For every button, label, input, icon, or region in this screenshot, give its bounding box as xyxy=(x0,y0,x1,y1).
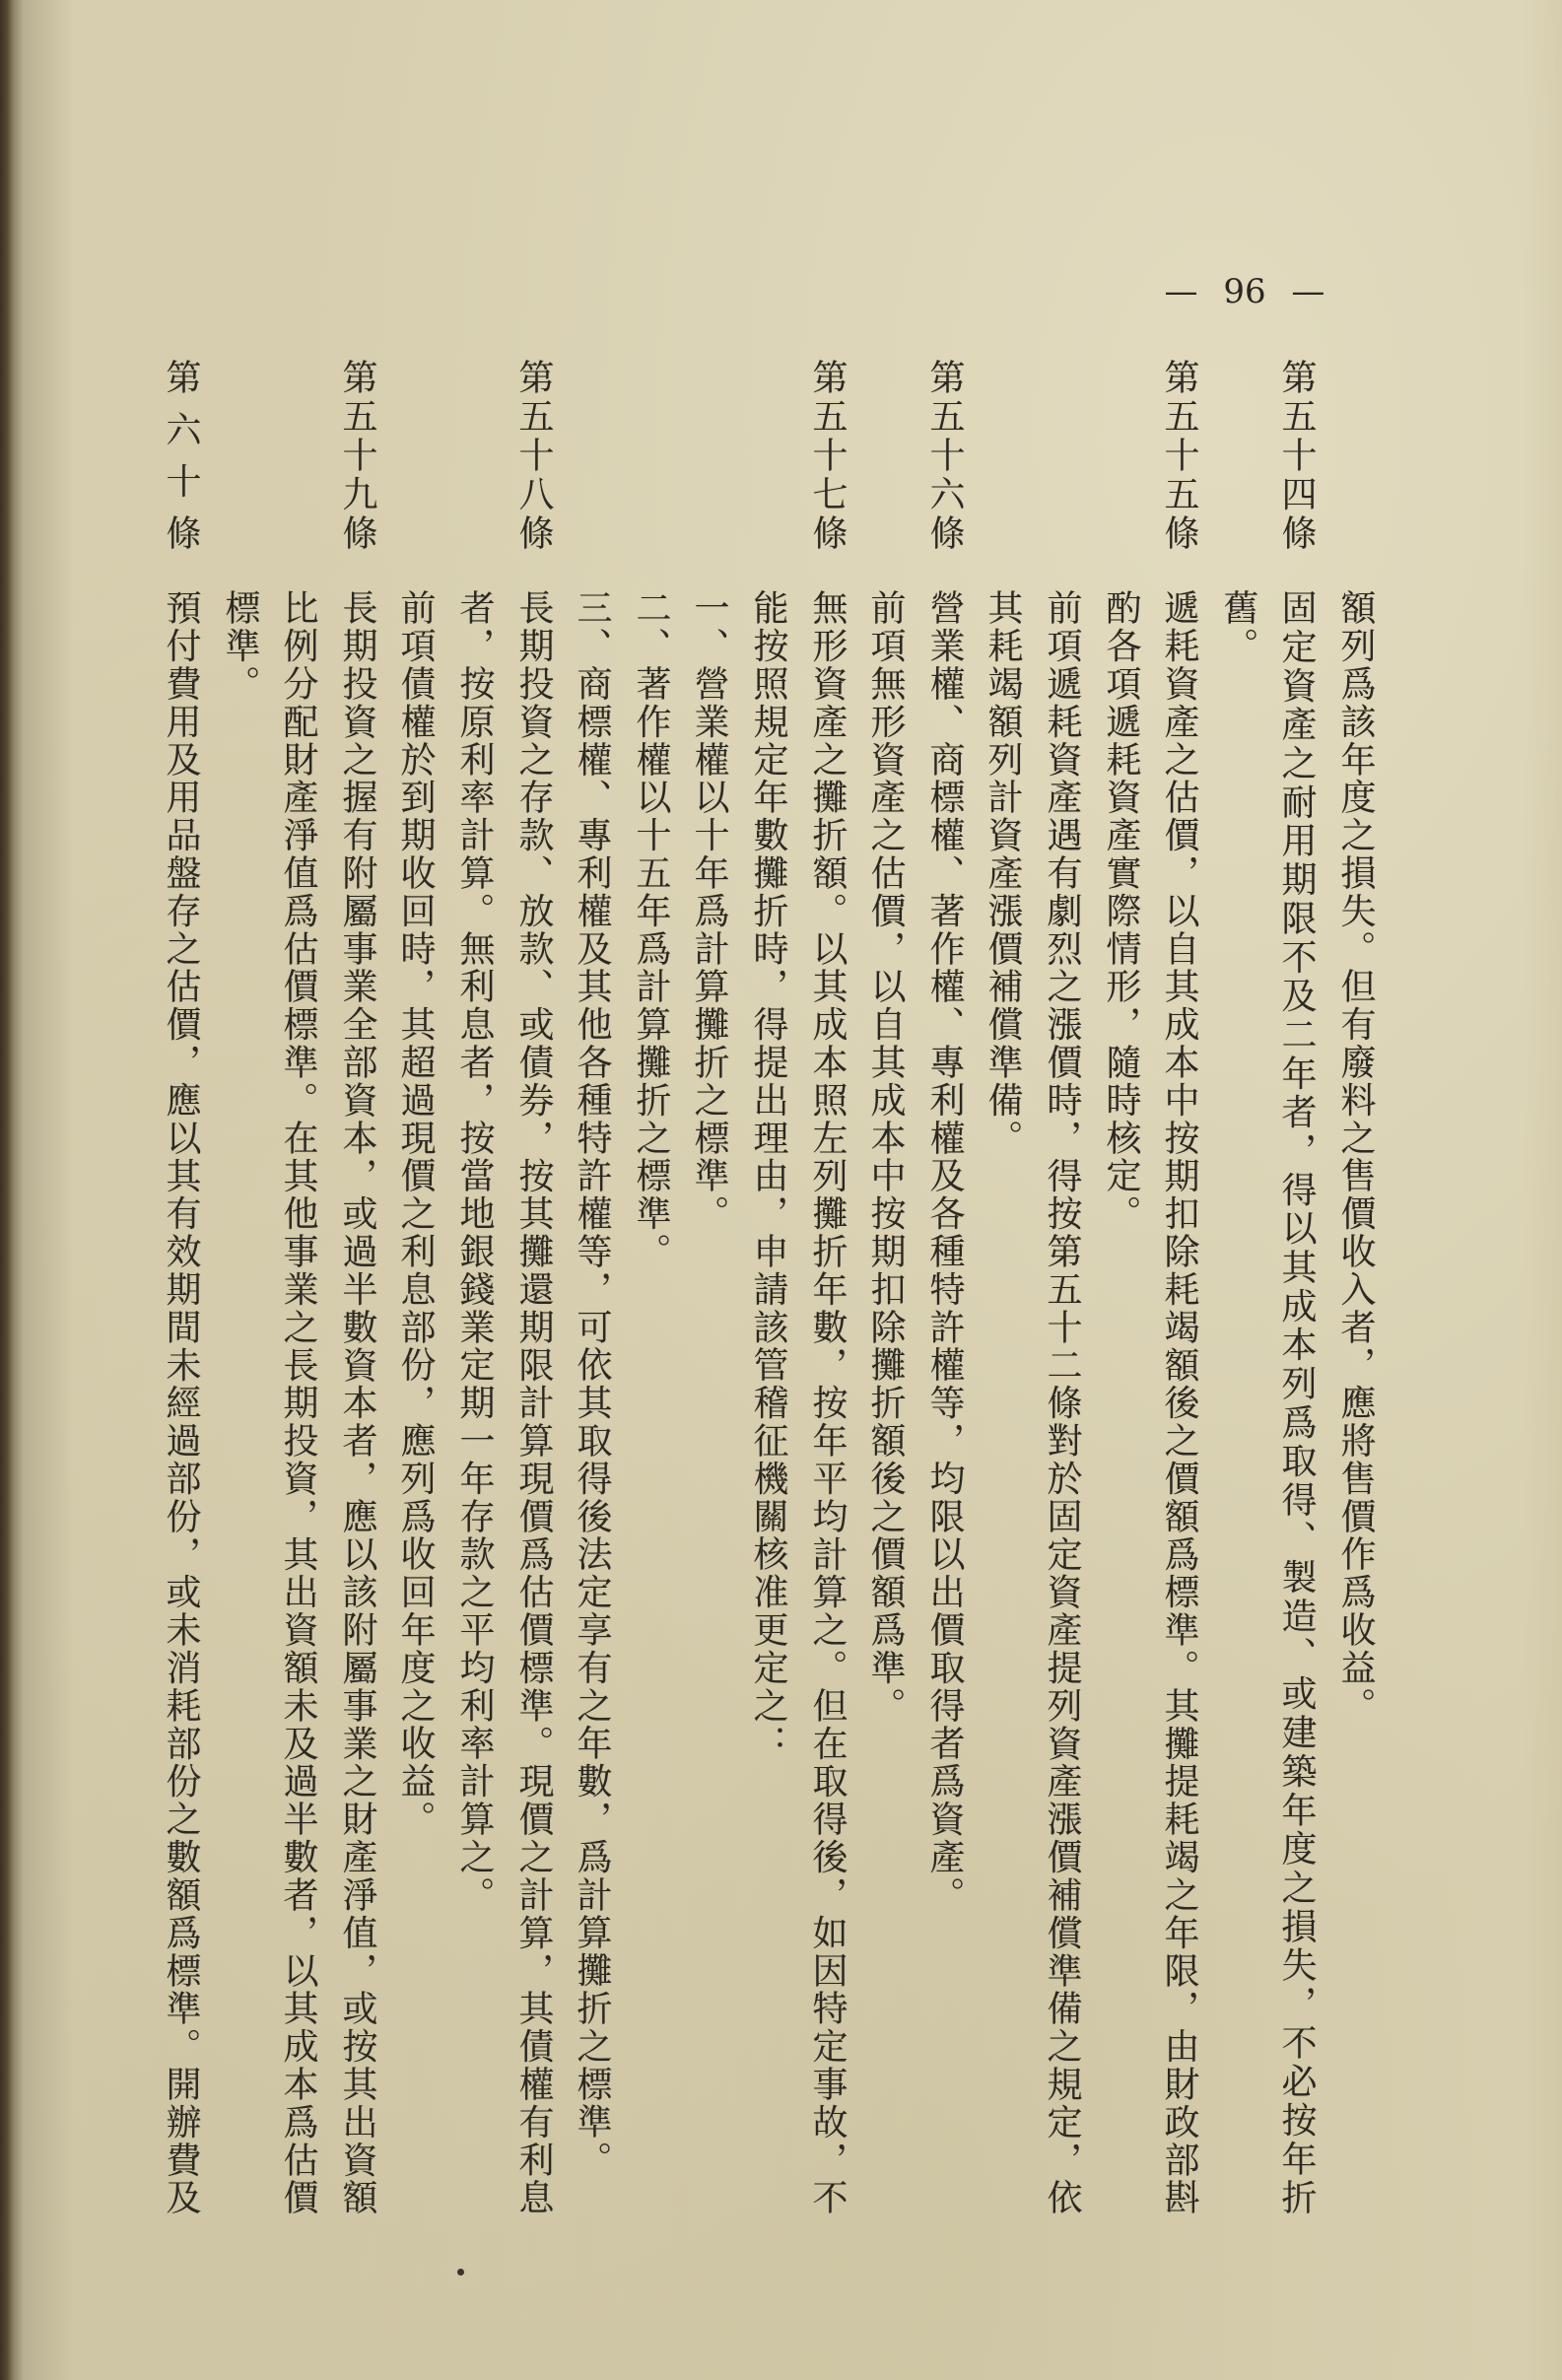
text-line: 固定資產之耐用期限不及二年者，得以其成本列爲取得、製造、或建築年度之損失，不必按年折 xyxy=(1276,589,1317,2214)
list-item: 一、營業權以十年爲計算攤折之標準。 xyxy=(689,589,729,1233)
list-item: 三、商標權、專利權及其他各種特許權等，可依其取得後法定享有之年數，爲計算攤折之標準。 xyxy=(572,589,612,2179)
text-line: 長期投資之存款、放款、或債券，按其攤還期限計算現價爲估價標準。現價之計算，其債權有利息 xyxy=(513,589,554,2214)
ink-speck xyxy=(457,2269,464,2276)
article-heading: 第五十四條 xyxy=(1276,359,1317,554)
text-line: 舊。 xyxy=(1218,589,1258,665)
text-line: 者，按原利率計算。無利息者，按當地銀錢業定期一年存款之平均利率計算之。 xyxy=(454,589,495,1914)
text-line: 遞耗資產之估價，以自其成本中按期扣除耗竭額後之價額爲標準。其攤提耗竭之年限，由財政部斟 xyxy=(1159,589,1199,2214)
text-line: 酌各項遞耗資產實際情形，隨時核定。 xyxy=(1101,589,1141,1233)
text-line: 額列爲該年度之損失。但有廢料之售價收入者，應將售價作爲收益。 xyxy=(1335,589,1376,1725)
text-line: 前項遞耗資產遇有劇烈之漲價時，得按第五十二條對於固定資產提列資產漲價補償準備之規定，依 xyxy=(1042,589,1082,2214)
page-number: — 96 — xyxy=(1164,272,1325,311)
article-heading: 第五十九條 xyxy=(337,359,377,554)
text-line: 營業權、商標權、著作權、專利權及各種特許權等，均限以出價取得者爲資產。 xyxy=(924,589,965,1914)
article-heading: 第五十六條 xyxy=(924,359,965,554)
text-line: 前項債權於到期收回時，其超過現價之利息部份，應列爲收回年度之收益。 xyxy=(395,589,436,1839)
text-line: 預付費用及用品盤存之估價，應以其有效期間未經過部份，或未消耗部份之數額爲標準。開辦費及 xyxy=(161,589,201,2214)
text-line: 比例分配財產淨值爲估價標準。在其他事業之長期投資，其出資額未及過半數者，以其成本爲估價 xyxy=(278,589,318,2214)
text-line: 標準。 xyxy=(220,589,260,704)
text-line: 無形資產之攤折額。以其成本照左列攤折年數，按年平均計算之。但在取得後，如因特定事故，不 xyxy=(807,589,848,2214)
text-line: 其耗竭額列計資產漲價補償準備。 xyxy=(983,589,1023,1157)
text-line: 前項無形資產之估價，以自其成本中按期扣除攤折額後之價額爲準。 xyxy=(865,589,906,1725)
text-line: 長期投資之握有附屬事業全部資本，或過半數資本者，應以該附屬事業之財產淨值，或按其出資額 xyxy=(337,589,377,2214)
list-item: 二、著作權以十五年爲計算攤折之標準。 xyxy=(631,589,671,1271)
article-heading: 第六十條 xyxy=(161,359,201,550)
text-line: 能按照規定年數攤折時，得提出理由，申請該管稽征機關核准更定之： xyxy=(748,589,788,1763)
article-heading: 第五十五條 xyxy=(1159,359,1199,554)
article-heading: 第五十八條 xyxy=(513,359,554,554)
article-heading: 第五十七條 xyxy=(807,359,848,554)
